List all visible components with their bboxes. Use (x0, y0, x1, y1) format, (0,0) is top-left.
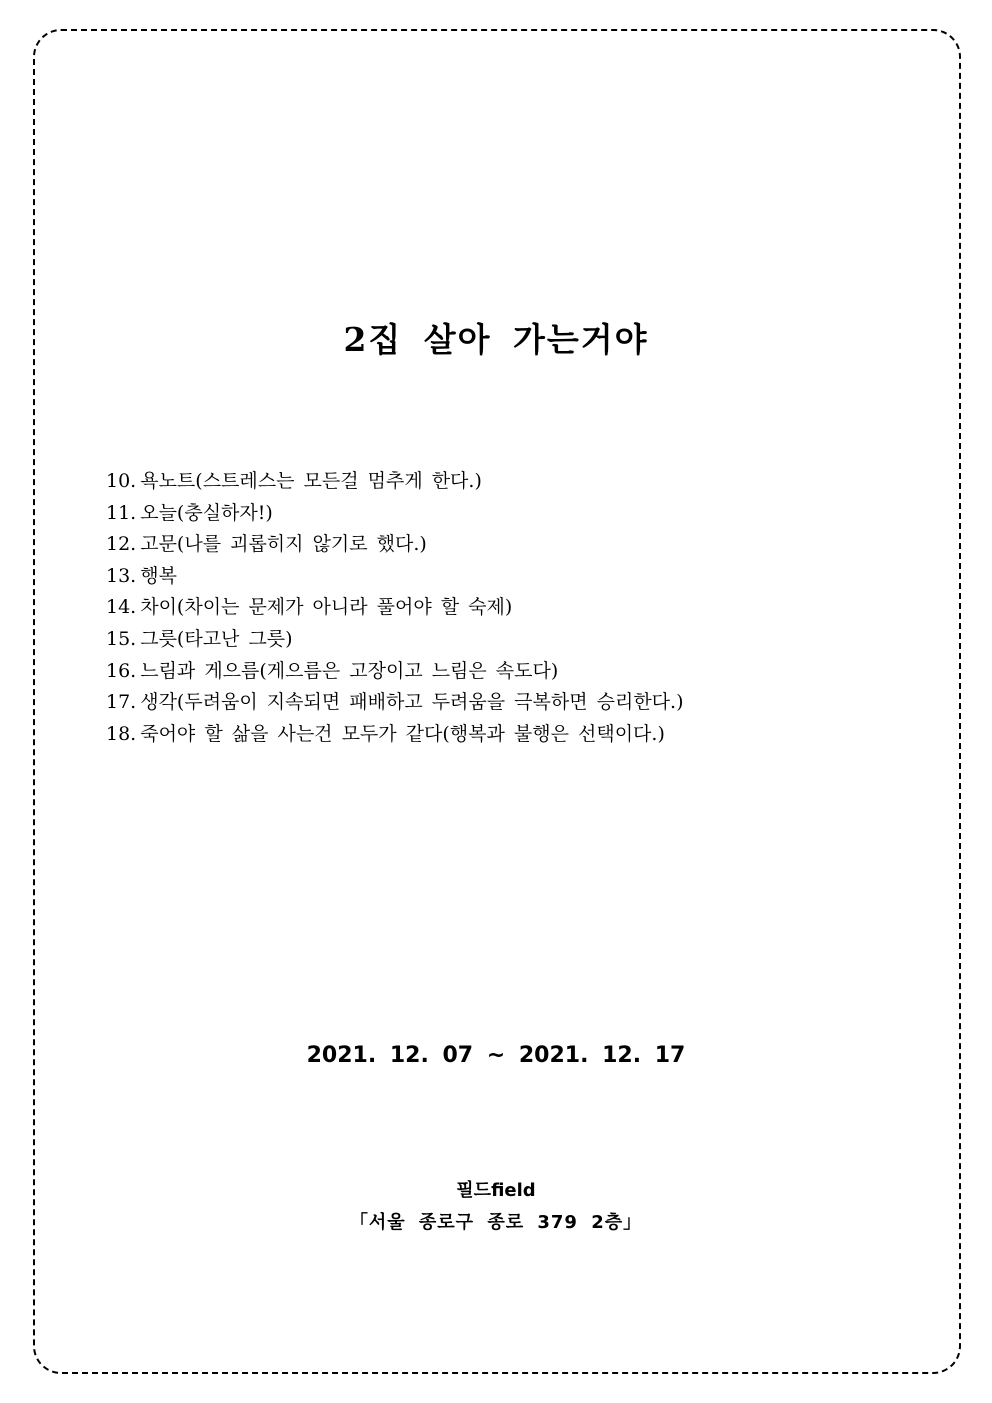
track-name: 죽어야 할 삶을 사는건 모두가 같다(행복과 불행은 선택이다.) (140, 722, 665, 745)
track-number: 10. (106, 470, 137, 492)
track-item (106, 687, 684, 719)
track-number: 16. (106, 659, 137, 682)
track-list (106, 466, 684, 750)
track-number: 11. (106, 501, 137, 524)
track-number: 18. (106, 722, 137, 745)
track-item (106, 561, 684, 593)
track-item (106, 624, 684, 656)
track-name: 행복 (140, 564, 177, 587)
track-name: 생각(두려움이 지속되면 패배하고 두려움을 극복하면 승리한다.) (140, 691, 684, 714)
track-name: 느림과 게으름(게으름은 고장이고 느림은 속도다) (140, 659, 559, 682)
track-number: 15. (106, 627, 137, 650)
album-title: 2집 살아 가는거야 (343, 320, 649, 359)
venue-name: 필드field (456, 1180, 536, 1201)
track-item (106, 719, 684, 751)
track-number: 12. (106, 533, 137, 556)
track-name: 고문(나를 괴롭히지 않기로 했다.) (140, 533, 427, 556)
track-number: 14. (106, 596, 137, 619)
track-item (106, 656, 684, 688)
track-name: 그릇(타고난 그릇) (140, 627, 293, 650)
track-name: 욕노트(스트레스는 모든걸 멈추게 한다.) (140, 470, 482, 492)
track-name: 차이(차이는 문제가 아니라 풀어야 할 숙제) (140, 596, 513, 619)
track-item (106, 466, 684, 498)
date-range: 2021. 12. 07 ~ 2021. 12. 17 (306, 1043, 686, 1068)
track-item (106, 592, 684, 624)
track-number: 13. (106, 564, 137, 587)
track-item (106, 498, 684, 530)
track-item (106, 529, 684, 561)
track-number: 17. (106, 691, 137, 714)
venue-address: 「서울 종로구 종로 379 2층」 (349, 1212, 643, 1233)
track-name: 오늘(충실하자!) (140, 501, 273, 524)
